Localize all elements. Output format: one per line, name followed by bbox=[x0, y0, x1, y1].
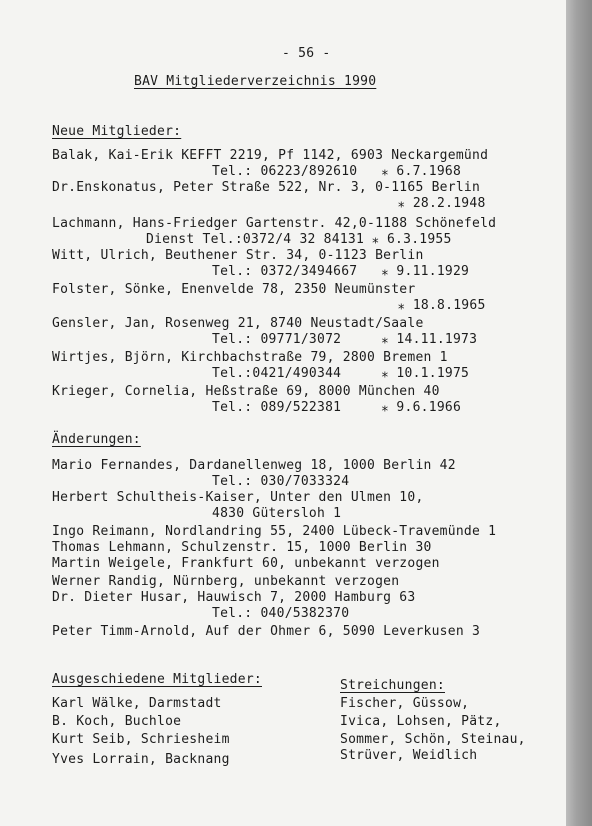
member-entry-line: Gensler, Jan, Rosenweg 21, 8740 Neustadt/Saale bbox=[52, 316, 424, 331]
member-entry-line: ⁎ 28.2.1948 bbox=[398, 196, 486, 211]
change-entry-line: Werner Randig, Nürnberg, unbekannt verzogen bbox=[52, 574, 400, 589]
departed-member-line: Karl Wälke, Darmstadt bbox=[52, 696, 222, 711]
change-entry-line: Mario Fernandes, Dardanellenweg 18, 1000 Berlin 42 bbox=[52, 458, 456, 473]
member-entry-line: Balak, Kai-Erik KEFFT 2219, Pf 1142, 6903 Neckargemünd bbox=[52, 148, 489, 163]
member-entry-line: Dienst Tel.:0372/4 32 84131 ⁎ 6.3.1955 bbox=[146, 232, 452, 247]
departed-member-line: Yves Lorrain, Backnang bbox=[52, 752, 230, 767]
member-entry-line: Folster, Sönke, Enenvelde 78, 2350 Neumünster bbox=[52, 282, 416, 297]
deletion-line: Fischer, Güssow, bbox=[340, 696, 470, 711]
departed-member-line: B. Koch, Buchloe bbox=[52, 714, 182, 729]
deletion-line: Ivica, Lohsen, Pätz, bbox=[340, 714, 502, 729]
page-title: BAV Mitgliederverzeichnis 1990 bbox=[134, 74, 377, 89]
member-entry-line: Witt, Ulrich, Beuthener Str. 34, 0-1123 Berlin bbox=[52, 248, 424, 263]
deletions-heading: Streichungen: bbox=[340, 678, 445, 693]
change-entry-line: Martin Weigele, Frankfurt 60, unbekannt verzogen bbox=[52, 556, 440, 571]
change-entry-line: Tel.: 040/5382370 bbox=[212, 606, 350, 621]
deletion-line: Strüver, Weidlich bbox=[340, 748, 478, 763]
change-entry-line: Tel.: 030/7033324 bbox=[212, 474, 350, 489]
changes-heading: Änderungen: bbox=[52, 432, 141, 447]
member-entry-line: Tel.: 089/522381 ⁎ 9.6.1966 bbox=[212, 400, 462, 415]
member-entry-line: Lachmann, Hans-Friedger Gartenstr. 42,0-1188 Schönefeld bbox=[52, 216, 497, 231]
change-entry-line: Thomas Lehmann, Schulzenstr. 15, 1000 Berlin 30 bbox=[52, 540, 432, 555]
deletion-line: Sommer, Schön, Steinau, bbox=[340, 732, 526, 747]
change-entry-line: Ingo Reimann, Nordlandring 55, 2400 Lübeck-Travemünde 1 bbox=[52, 524, 497, 539]
change-entry-line: Dr. Dieter Husar, Hauwisch 7, 2000 Hamburg 63 bbox=[52, 590, 416, 605]
member-entry-line: Tel.: 0372/3494667 ⁎ 9.11.1929 bbox=[212, 264, 470, 279]
member-entry-line: Tel.:0421/490344 ⁎ 10.1.1975 bbox=[212, 366, 470, 381]
change-entry-line: 4830 Gütersloh 1 bbox=[212, 506, 342, 521]
member-entry-line: Tel.: 09771/3072 ⁎ 14.11.1973 bbox=[212, 332, 478, 347]
page-number: - 56 - bbox=[282, 46, 331, 61]
book-gutter-edge bbox=[566, 0, 592, 826]
departed-members-heading: Ausgeschiedene Mitglieder: bbox=[52, 672, 262, 687]
departed-member-line: Kurt Seib, Schriesheim bbox=[52, 732, 230, 747]
member-entry-line: ⁎ 18.8.1965 bbox=[398, 298, 486, 313]
change-entry-line: Herbert Schultheis-Kaiser, Unter den Ulmen 10, bbox=[52, 490, 424, 505]
member-entry-line: Wirtjes, Björn, Kirchbachstraße 79, 2800 Bremen 1 bbox=[52, 350, 448, 365]
new-members-heading: Neue Mitglieder: bbox=[52, 124, 182, 139]
member-entry-line: Tel.: 06223/892610 ⁎ 6.7.1968 bbox=[212, 164, 462, 179]
member-entry-line: Dr.Enskonatus, Peter Straße 522, Nr. 3, 0-1165 Berlin bbox=[52, 180, 481, 195]
member-entry-line: Krieger, Cornelia, Heßstraße 69, 8000 München 40 bbox=[52, 384, 440, 399]
change-entry-line: Peter Timm-Arnold, Auf der Ohmer 6, 5090 Leverkusen 3 bbox=[52, 624, 481, 639]
